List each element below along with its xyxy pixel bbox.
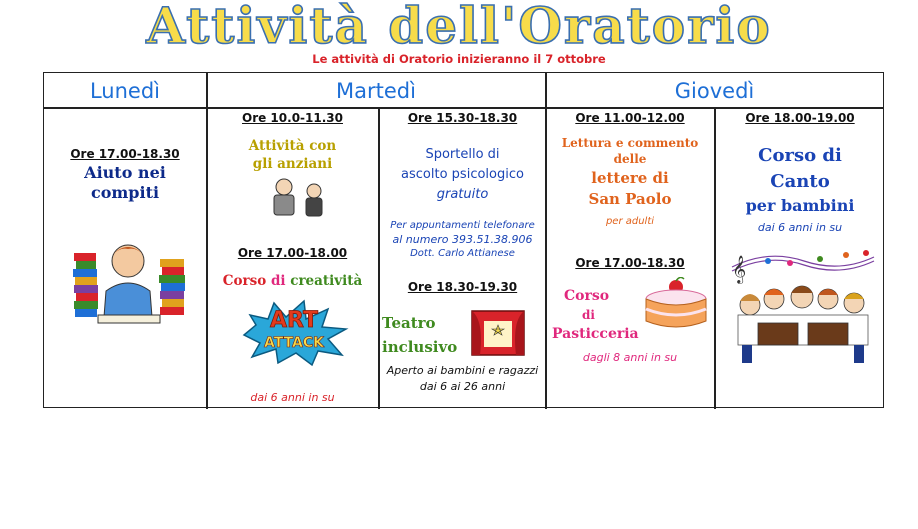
tuesday-activity-counseling: Sportello di ascolto psicologico gratuito [401,147,524,202]
children-choir-illustration [728,243,878,367]
theatre-stage-illustration [470,307,526,357]
tuesday-activity-elderly: Attività con gli anziani [248,138,337,172]
day-monday: Lunedì [89,79,161,103]
thursday-time-1: Ore 11.00-12.00 [575,111,685,125]
thursday-pastry-age: dagli 8 anni in su [582,351,678,364]
tuesday-counseling-contact: Per appuntamenti telefonare al numero 393.51.38.906 Dott. Carlo Attianese [390,220,535,259]
thursday-singing-age: dai 6 anni in su [757,221,843,234]
schedule-table [43,72,884,408]
tuesday-time-3: Ore 15.30-18.30 [407,111,518,125]
attack-word: ATTACK [263,335,325,351]
tuesday-theatre-note: Aperto ai bambini e ragazzi dai 6 ai 26 anni [386,364,539,393]
tuesday-activity-theatre: Teatro inclusivo [382,314,458,356]
tuesday-activity-creativity: Corso di creatività [222,273,363,289]
tuesday-time-2: Ore 17.00-18.00 [237,246,348,260]
header-divider [44,107,883,109]
student-books-illustration [70,235,190,331]
treble-clef-icon: 𝄞 [732,255,747,283]
day-thursday: Giovedì [674,79,755,103]
thursday-time-2: Ore 17.00-18.30 [575,256,685,270]
art-attack-logo [234,295,354,367]
art-word: ART [270,308,318,333]
tuesday-time-4: Ore 18.30-19.30 [407,280,518,294]
tuesday-creativity-age: dai 6 anni in su [250,391,335,404]
page-title: Attività dell'Oratorio [146,0,772,55]
cake-illustration [640,277,712,337]
page-subtitle: Le attività di Oratorio inizieranno il 7 ottobre [312,52,606,66]
elderly-people-illustration [264,177,330,221]
thursday-reading-audience: per adulti [605,216,655,227]
thursday-time-3: Ore 18.00-19.00 [745,111,855,125]
tuesday-time-1: Ore 10.0-11.30 [242,111,343,125]
day-tuesday: Martedì [336,79,416,103]
thursday-activity-reading: Lettura e commento delle lettere di San Paolo [561,136,699,208]
monday-time: Ore 17.00-18.30 [70,147,180,161]
thursday-activity-pastry: Corso di Pasticceria [552,288,639,342]
monday-activity: Aiuto nei compiti [84,163,166,202]
thursday-activity-singing: Corso di Canto per bambini [745,145,855,215]
